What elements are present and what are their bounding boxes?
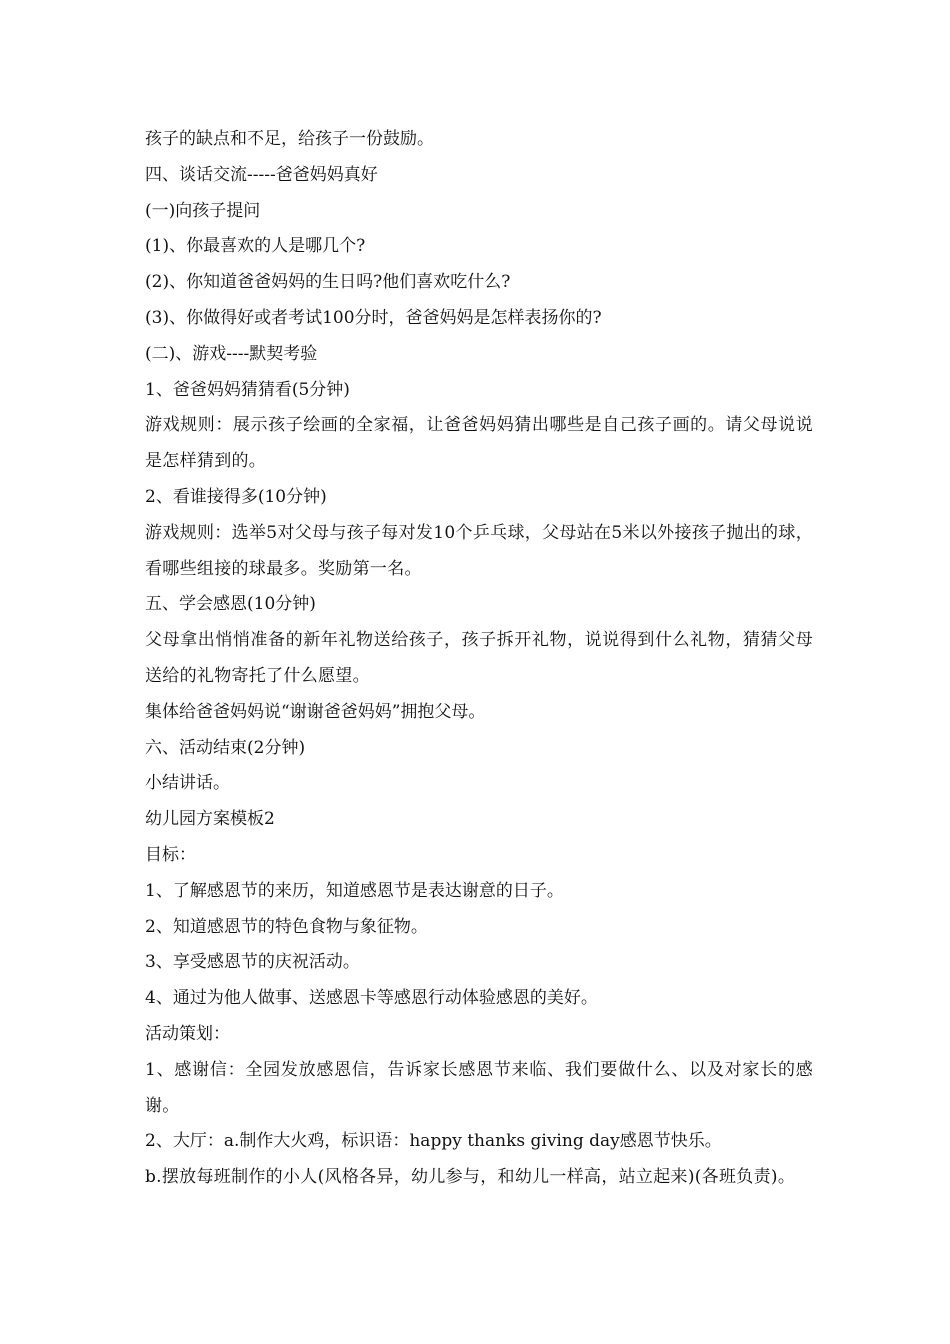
list-item: 1、爸爸妈妈猜猜看(5分钟) [145,379,350,400]
document-body [145,122,813,1196]
list-item: (1)、你最喜欢的人是哪几个? [145,236,366,257]
document-title: 幼儿园方案模板2 [145,809,275,830]
list-item: 2、大厅：a.制作大火鸡，标识语：happy thanks giving day感恩节快乐。 [145,1131,722,1152]
subsection-heading: (一)向孩子提问 [145,200,261,221]
list-item: 4、通过为他人做事、送感恩卡等感恩行动体验感恩的美好。 [145,988,598,1009]
list-item: (3)、你做得好或者考试100分时，爸爸妈妈是怎样表扬你的? [145,307,602,328]
list-item: b.摆放每班制作的小人(风格各异，幼儿参与，和幼儿一样高，站立起来)(各班负责)。 [145,1167,796,1188]
paragraph: 孩子的缺点和不足，给孩子一份鼓励。 [145,129,434,149]
list-item: 1、感谢信：全园发放感恩信，告诉家长感恩节来临、我们要做什么、以及对家长的感谢。 [145,1059,813,1116]
list-item: (2)、你知道爸爸妈妈的生日吗?他们喜欢吃什么? [145,272,511,293]
subsection-heading: (二)、游戏----默契考验 [145,343,318,364]
paragraph: 小结讲话。 [145,773,230,794]
paragraph: 父母拿出悄悄准备的新年礼物送给孩子，孩子拆开礼物，说说得到什么礼物，猜猜父母送给的礼物寄托了什么愿望。 [145,630,813,686]
section-heading: 目标： [145,844,196,865]
section-heading: 四、谈话交流-----爸爸妈妈真好 [145,164,378,185]
section-heading: 活动策划： [145,1023,230,1044]
paragraph: 游戏规则：展示孩子绘画的全家福，让爸爸妈妈猜出哪些是自己孩子画的。请父母说说是怎样猜到的。 [145,415,813,472]
list-item: 2、看谁接得多(10分钟) [145,486,327,507]
list-item: 1、了解感恩节的来历，知道感恩节是表达谢意的日子。 [145,880,564,901]
paragraph: 集体给爸爸妈妈说“谢谢爸爸妈妈”拥抱父母。 [145,701,486,722]
paragraph: 游戏规则：选举5对父母与孩子每对发10个乒乓球，父母站在5米以外接孩子抛出的球，看哪些组接的球最多。奖励第一名。 [145,522,813,579]
section-heading: 六、活动结束(2分钟) [145,737,306,758]
section-heading: 五、学会感恩(10分钟) [145,594,316,615]
list-item: 2、知道感恩节的特色食物与象征物。 [145,916,428,937]
list-item: 3、享受感恩节的庆祝活动。 [145,952,360,973]
